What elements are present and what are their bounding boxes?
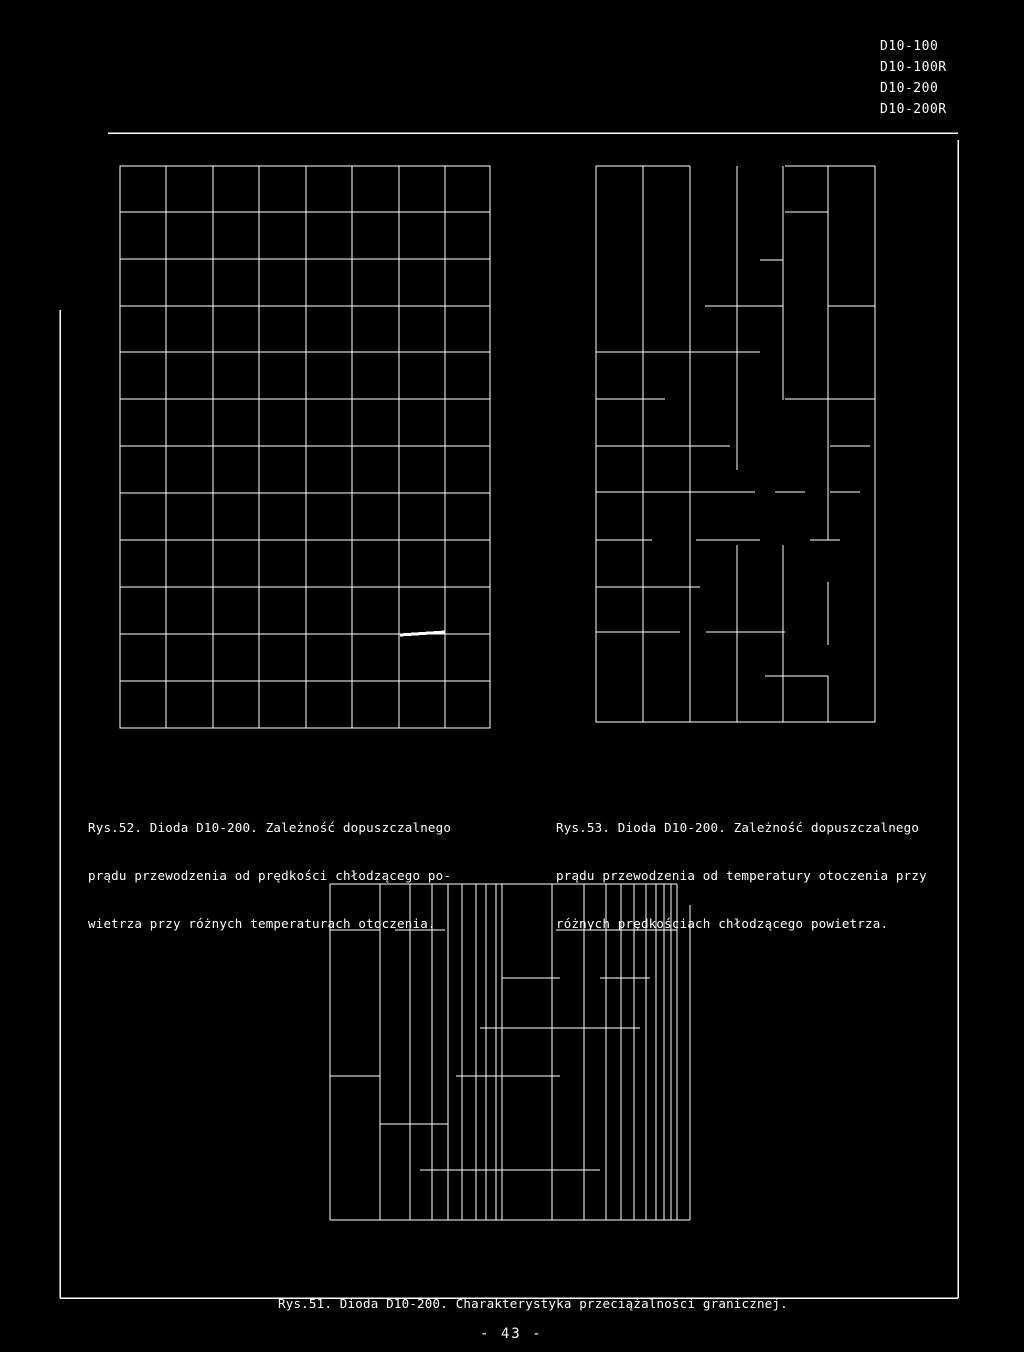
fig-52-caption-line-1: Rys.52. Dioda D10-200. Zależność dopuszczalnego	[88, 820, 452, 835]
fig-53-caption	[556, 788, 927, 948]
header-model-4: D10-200R	[880, 102, 947, 117]
header-model-1: D10-100	[880, 39, 939, 54]
fig-52-caption	[88, 788, 451, 948]
fig-53-caption-line-2: prądu przewodzenia od temperatury otoczenia przy	[556, 868, 927, 883]
fig-52-caption-line-3: wietrza przy różnych temperaturach otoczenia.	[88, 916, 436, 931]
header-model-2: D10-100R	[880, 60, 947, 75]
fig-53-caption-line-3: różnych prędkościach chłodzącego powietrza.	[556, 916, 889, 931]
fig-51-caption-line-1: Rys.51. Dioda D10-200. Charakterystyka przeciążalności granicznej.	[278, 1296, 788, 1311]
fig-52-grid	[120, 166, 490, 728]
header-model-3: D10-200	[880, 81, 939, 96]
fig-52-caption-line-2: prądu przewodzenia od prędkości chłodzącego po-	[88, 868, 452, 883]
fig-51-caption	[278, 1264, 788, 1328]
page-number: - 43 -	[480, 1326, 543, 1342]
fig-53-grid	[596, 166, 875, 722]
fig-53-caption-line-1: Rys.53. Dioda D10-200. Zależność dopuszczalnego	[556, 820, 920, 835]
